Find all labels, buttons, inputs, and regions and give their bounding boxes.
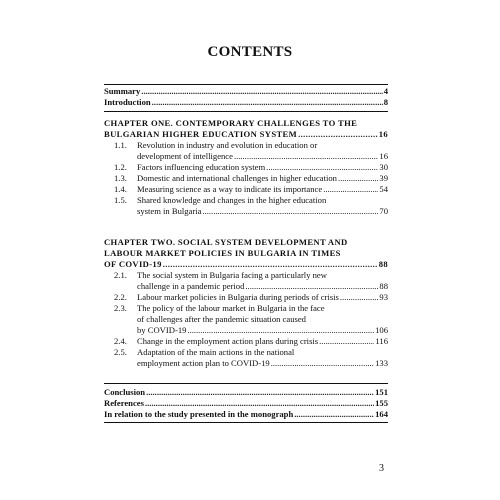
toc-entry-2-1-cont[interactable]: challenge in a pandemic period ..... 88 — [104, 281, 388, 292]
chapter-two-title-line[interactable]: CHAPTER TWO. SOCIAL SYSTEM DEVELOPMENT AND — [104, 237, 348, 247]
toc-entry-1-3[interactable]: 1.3. Domestic and international challenges in higher education ..... 39 — [104, 173, 388, 184]
chapter-one-title-row[interactable]: BULGARIAN HIGHER EDUCATION SYSTEM ..... 16 — [104, 129, 388, 140]
toc-entry-1-1[interactable]: 1.1. Revolution in industry and evolution in education or — [114, 140, 318, 150]
divider — [104, 383, 388, 384]
toc-entry-2-2[interactable]: 2.2. Labour market policies in Bulgaria during periods of crisis ..... 93 — [104, 292, 388, 303]
toc-entry-2-4[interactable]: 2.4. Change in the employment action plans during crisis ..... 116 — [104, 336, 388, 347]
page-number: 3 — [379, 463, 384, 474]
divider — [104, 84, 388, 85]
divider — [104, 111, 388, 112]
divider — [104, 422, 388, 423]
toc-entry-1-4[interactable]: 1.4. Measuring science as a way to indicate its importance ..... 54 — [104, 184, 388, 195]
toc-entry-2-3-cont[interactable]: by COVID-19 ..... 106 — [104, 325, 388, 336]
toc-entry-summary[interactable]: Summary ..... 4 — [104, 86, 388, 97]
chapter-two-title-line[interactable]: LABOUR MARKET POLICIES IN BULGARIA IN TIMES — [104, 248, 341, 258]
toc-entry-1-2[interactable]: 1.2. Factors influencing education system ..... 30 — [104, 162, 388, 173]
toc-entry-references[interactable]: References ..... 155 — [104, 398, 388, 409]
toc-entry-2-5-cont[interactable]: employment action plan to COVID-19 ..... 133 — [104, 358, 388, 369]
toc-entry-2-1[interactable]: 2.1. The social system in Bulgaria facing a particularly new — [114, 270, 327, 280]
toc-entry-2-3-cont[interactable]: of challenges after the pandemic situation caused — [137, 314, 306, 324]
toc-entry-study-relation[interactable]: In relation to the study presented in the monograph ..... 164 — [104, 409, 388, 420]
toc-entry-2-5[interactable]: 2.5. Adaptation of the main actions in the national — [114, 347, 295, 357]
toc-entry-conclusion[interactable]: Conclusion ..... 151 — [104, 387, 388, 398]
toc-entry-introduction[interactable]: Introduction ..... 8 — [104, 97, 388, 108]
toc-entry-1-5-cont[interactable]: system in Bulgaria ..... 70 — [104, 206, 388, 217]
toc-entry-1-1-cont[interactable]: development of intelligence ..... 16 — [104, 151, 388, 162]
chapter-one-title-line[interactable]: CHAPTER ONE. CONTEMPORARY CHALLENGES TO THE — [104, 118, 358, 128]
toc-entry-1-5[interactable]: 1.5. Shared knowledge and changes in the higher education — [114, 195, 327, 205]
page-title: CONTENTS — [207, 44, 293, 60]
chapter-two-title-row[interactable]: OF COVID-19 ..... 88 — [104, 259, 388, 270]
toc-entry-2-3[interactable]: 2.3. The policy of the labour market in Bulgaria in the face — [114, 303, 325, 313]
